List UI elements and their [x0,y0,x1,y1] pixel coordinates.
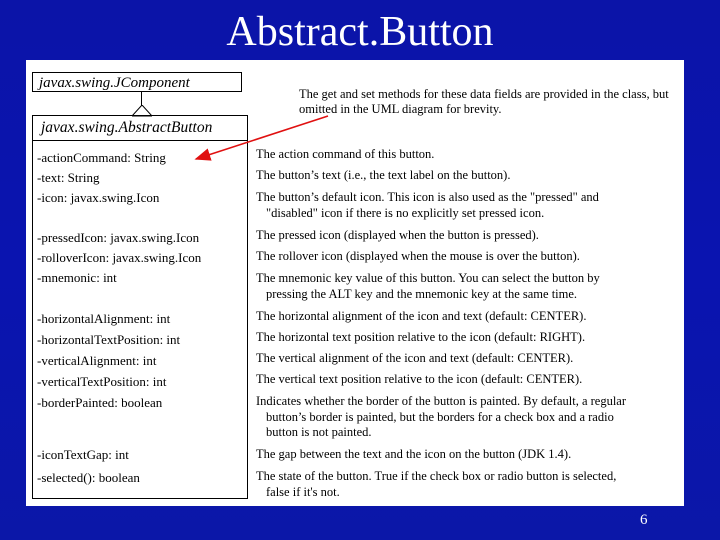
uml-diagram-panel [26,60,684,506]
desc-line: The mnemonic key value of this button. You can select the button by [256,271,600,285]
desc-icon [256,190,680,221]
desc-horizontal-alignment [256,309,680,325]
desc-mnemonic [256,271,680,302]
field-horizontal-alignment: -horizontalAlignment: int [37,311,171,326]
desc-vertical-alignment [256,351,680,367]
desc-border-painted [256,394,680,441]
desc-line: The state of the button. True if the check box or radio button is selected, [256,469,617,483]
desc-line: The action command of this button. [256,147,435,161]
desc-line: The button’s default icon. This icon is also used as the "pressed" and [256,190,599,204]
desc-line: The rollover icon (displayed when the mouse is over the button). [256,249,580,263]
desc-selected [256,469,680,500]
desc-rollover-icon [256,249,680,265]
desc-line: The gap between the text and the icon on the button (JDK 1.4). [256,447,572,461]
desc-line: The pressed icon (displayed when the button is pressed). [256,228,539,242]
slide-number: 6 [640,512,648,528]
desc-icon-text-gap [256,447,680,463]
desc-text [256,168,680,184]
desc-line: The vertical text position relative to the icon (default: CENTER). [256,372,583,386]
desc-pressed-icon [256,228,680,244]
field-text: -text: String [37,170,100,185]
field-pressed-icon: -pressedIcon: javax.swing.Icon [37,230,200,245]
slide-title: Abstract.Button [226,9,494,55]
field-rollover-icon: -rolloverIcon: javax.swing.Icon [37,250,202,265]
desc-vertical-text-position [256,372,680,388]
field-icon: -icon: javax.swing.Icon [37,190,160,205]
field-action-command: -actionCommand: String [37,150,166,165]
desc-line: pressing the ALT key and the mnemonic key at the same time. [266,286,578,301]
field-border-painted: -borderPainted: boolean [37,395,163,410]
field-icon-text-gap: -iconTextGap: int [37,447,129,462]
desc-line: The horizontal text position relative to the icon (default: RIGHT). [256,330,586,344]
uml-note: The get and set methods for these data fields are provided in the class, but omitted in the UML diagram for brevity. [299,87,669,116]
desc-line: false if it's not. [266,484,340,499]
method-selected: -selected(): boolean [37,470,140,485]
desc-action-command [256,147,680,163]
field-mnemonic: -mnemonic: int [37,270,117,285]
desc-horizontal-text-position [256,330,680,346]
parent-class-box: javax.swing.JComponent [32,72,242,92]
desc-line: button is not painted. [266,425,372,439]
class-name: javax.swing.AbstractButton [33,116,247,141]
desc-line: button’s border is painted, but the borders for a check box and a radio [266,409,614,424]
desc-line: The button’s text (i.e., the text label on the button). [256,168,511,182]
desc-line: The horizontal alignment of the icon and text (default: CENTER). [256,309,587,323]
desc-line: Indicates whether the border of the button is painted. By default, a regular [256,394,627,408]
field-vertical-alignment: -verticalAlignment: int [37,353,157,368]
field-horizontal-text-position: -horizontalTextPosition: int [37,332,181,347]
field-vertical-text-position: -verticalTextPosition: int [37,374,167,389]
desc-line: "disabled" icon if there is no explicitly set pressed icon. [266,205,545,220]
desc-line: The vertical alignment of the icon and text (default: CENTER). [256,351,574,365]
